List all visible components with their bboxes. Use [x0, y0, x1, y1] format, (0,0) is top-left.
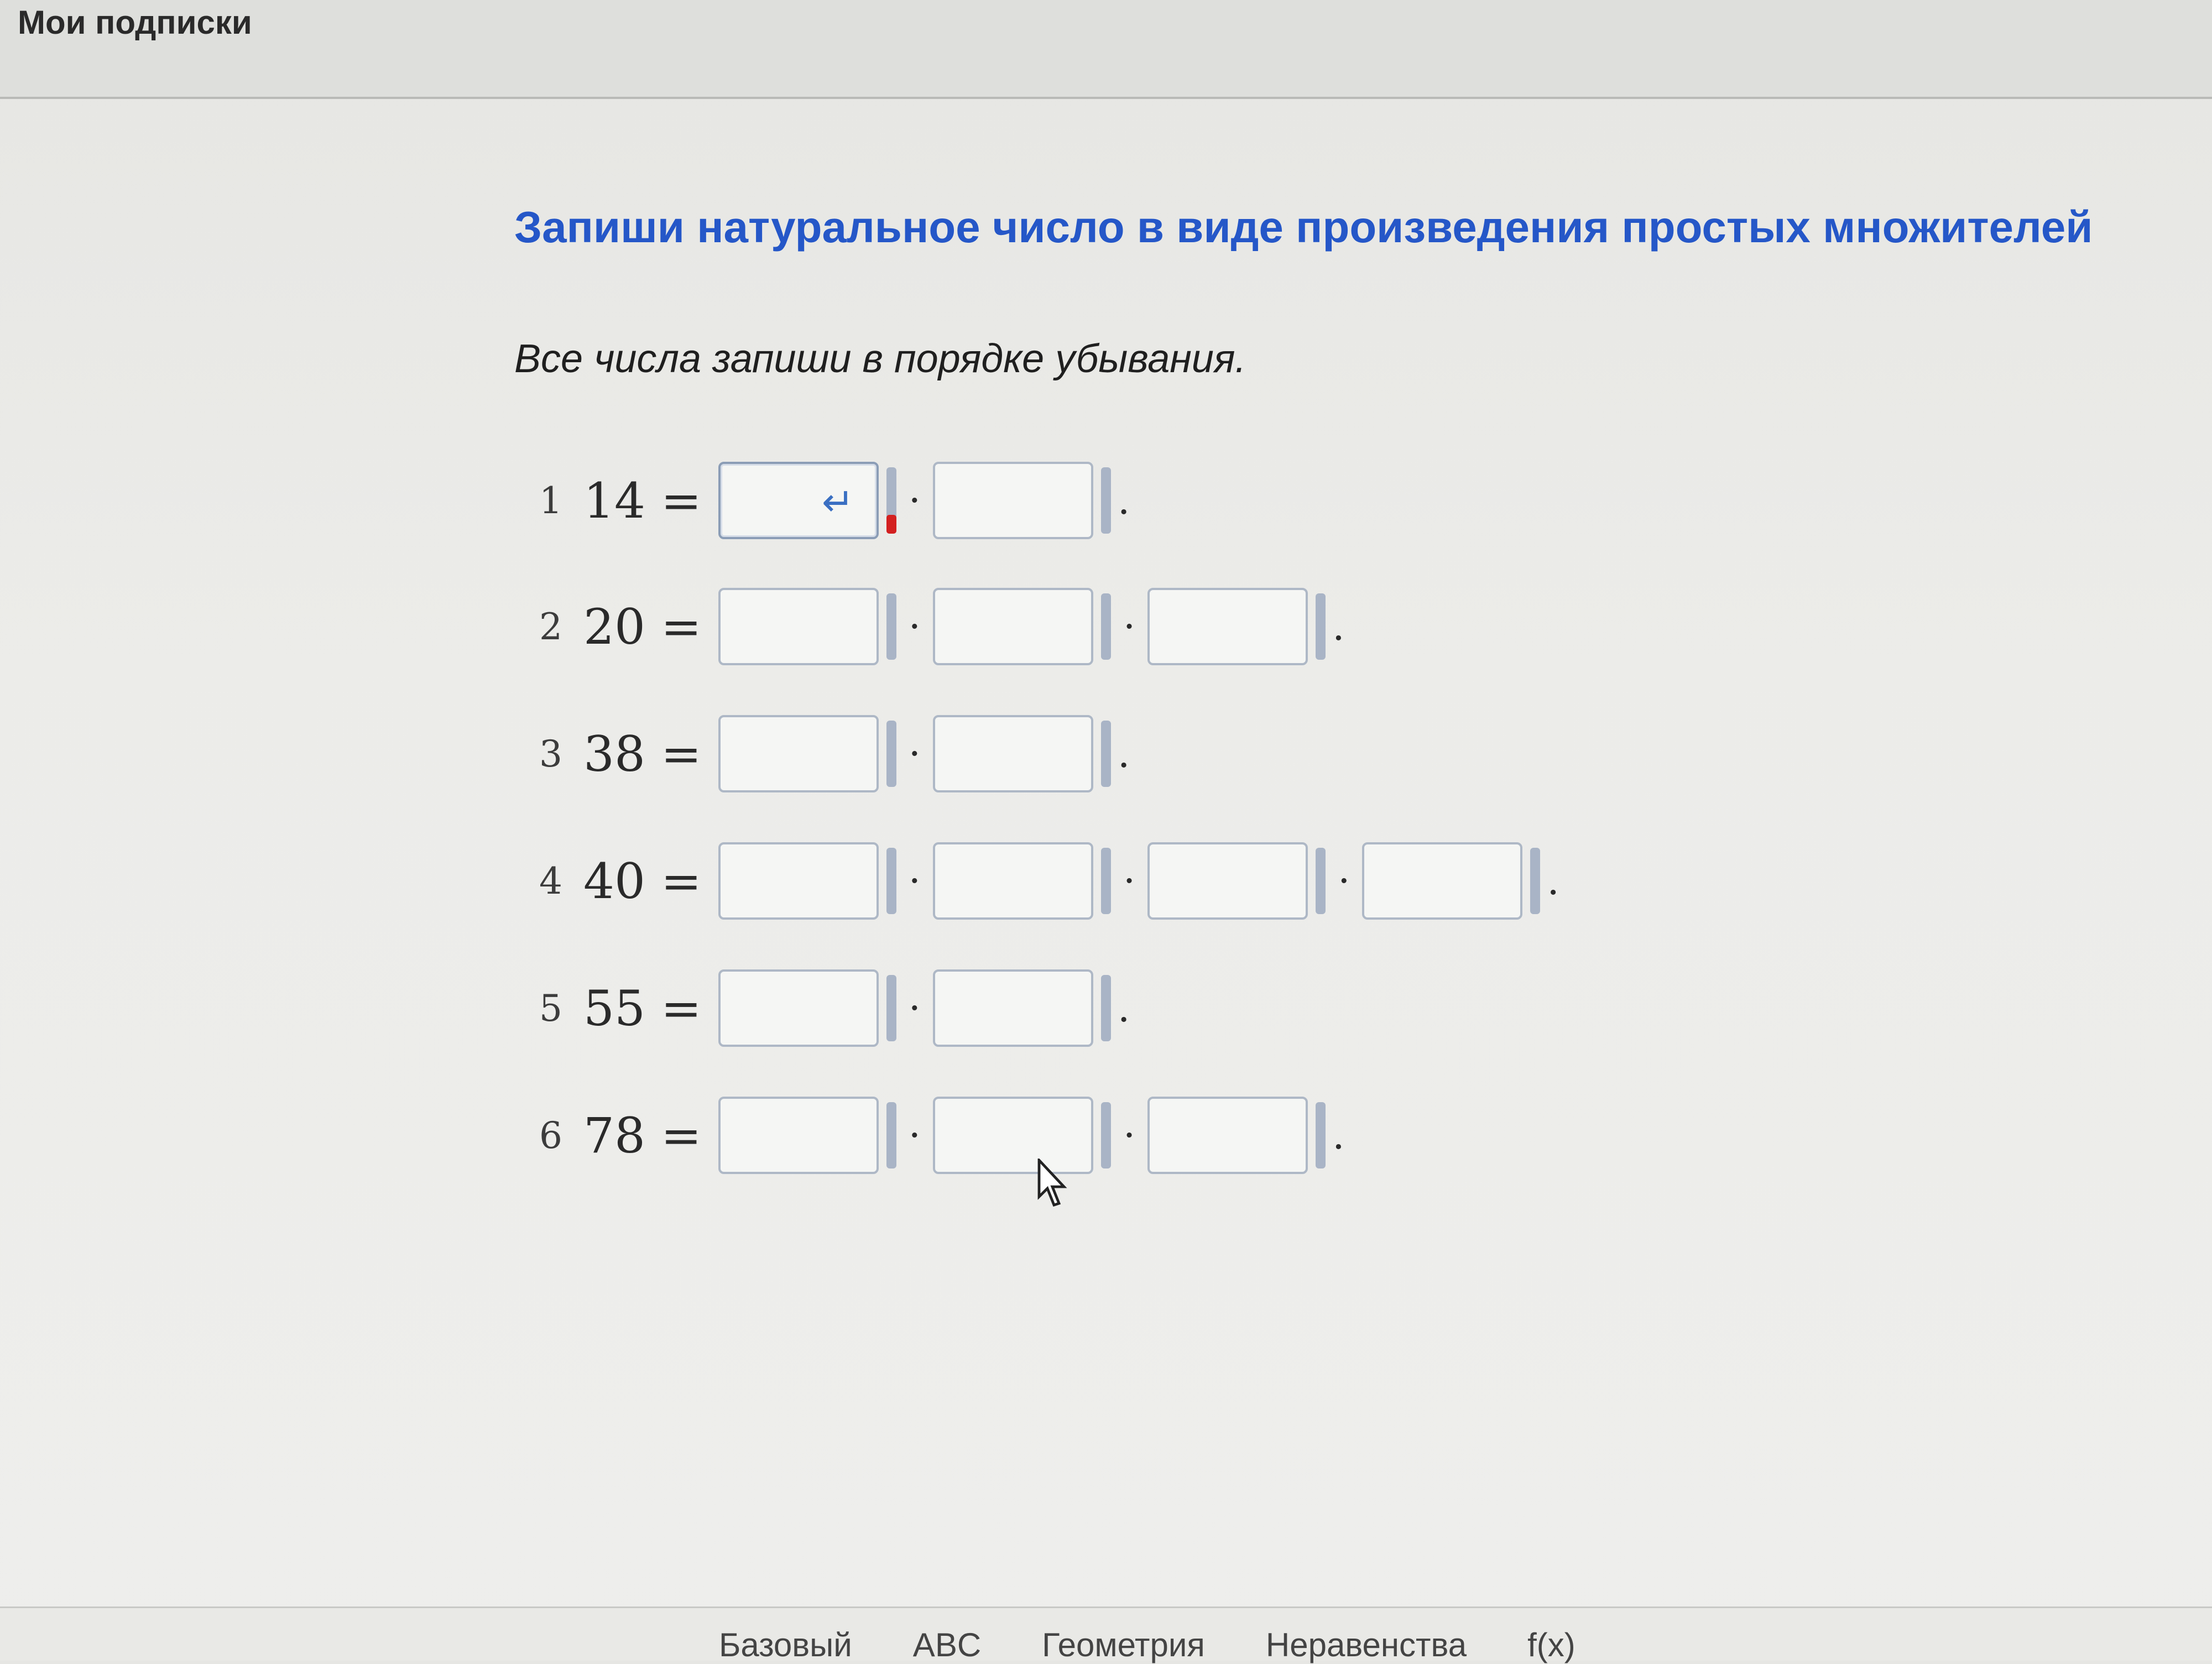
answer-status-marker: [1101, 1102, 1111, 1169]
problem-row: [539, 585, 1344, 668]
factor-input[interactable]: [1147, 588, 1308, 665]
problem-number: 1: [539, 479, 562, 522]
problem-expression: 14 =: [583, 472, 702, 529]
end-period: .: [1332, 1113, 1345, 1158]
problem-expression: 55 =: [583, 979, 702, 1037]
end-period: .: [1117, 478, 1130, 523]
multiply-sign: ·: [908, 1113, 921, 1158]
answer-status-marker: [1316, 593, 1326, 660]
factor-input[interactable]: [718, 588, 879, 665]
problem-row: [539, 1094, 1344, 1177]
keyboard-tab[interactable]: Геометрия: [1042, 1626, 1205, 1663]
answer-status-marker: [1101, 975, 1111, 1041]
mouse-pointer-icon: [1037, 1159, 1071, 1208]
end-period: .: [1117, 731, 1130, 776]
keyboard-tab[interactable]: ABC: [912, 1626, 982, 1663]
problem-number: 3: [539, 732, 562, 775]
end-period: .: [1332, 604, 1345, 649]
multiply-sign: ·: [908, 478, 921, 523]
problem-number: 6: [539, 1114, 562, 1157]
task-title: Запиши натуральное число в виде произведения простых множителей: [514, 202, 2093, 252]
multiply-sign: ·: [908, 604, 921, 649]
multiply-sign: ·: [1338, 858, 1350, 904]
keyboard-tab[interactable]: f(x): [1527, 1626, 1575, 1663]
problem-number: 5: [539, 987, 562, 1030]
factor-input[interactable]: [933, 588, 1093, 665]
factor-input[interactable]: [1362, 842, 1522, 920]
problem-number: 4: [539, 859, 562, 903]
problem-row: [539, 712, 1130, 795]
answer-status-marker: [1101, 721, 1111, 787]
keyboard-tab[interactable]: Базовый: [719, 1626, 852, 1663]
answer-status-marker: [886, 467, 896, 534]
top-bar: [0, 0, 2212, 99]
keyboard-tab-bar: [0, 1606, 2212, 1661]
answer-status-marker: [1101, 848, 1111, 914]
problem-expression: 78 =: [583, 1107, 702, 1164]
keyboard-tab[interactable]: Неравенства: [1265, 1626, 1467, 1663]
problem-expression: 20 =: [583, 598, 702, 655]
problem-row: [539, 839, 1559, 922]
answer-status-marker: [1316, 848, 1326, 914]
answer-status-marker: [1101, 593, 1111, 660]
multiply-sign: ·: [1123, 604, 1136, 649]
problem-expression: 40 =: [583, 852, 702, 910]
multiply-sign: ·: [908, 858, 921, 904]
factor-input[interactable]: [718, 715, 879, 792]
end-period: .: [1547, 858, 1559, 904]
enter-arrow-icon: ↵: [822, 481, 854, 524]
answer-status-marker: [1316, 1102, 1326, 1169]
factor-input[interactable]: [933, 462, 1093, 539]
multiply-sign: ·: [1123, 858, 1136, 904]
answer-status-marker: [886, 1102, 896, 1169]
problem-expression: 38 =: [583, 725, 702, 783]
factor-input[interactable]: [718, 1097, 879, 1174]
answer-status-marker: [1530, 848, 1540, 914]
problem-number: 2: [539, 605, 562, 648]
answer-status-marker: [886, 975, 896, 1041]
factor-input[interactable]: [933, 969, 1093, 1047]
end-period: .: [1117, 985, 1130, 1031]
factor-input[interactable]: [933, 842, 1093, 920]
answer-status-marker: [886, 848, 896, 914]
problem-row: [539, 967, 1130, 1050]
answer-status-marker: [1101, 467, 1111, 534]
factor-input[interactable]: [718, 842, 879, 920]
task-instruction: Все числа запиши в порядке убывания.: [514, 337, 1246, 381]
factor-input[interactable]: [718, 969, 879, 1047]
factor-input[interactable]: [1147, 1097, 1308, 1174]
answer-status-marker: [886, 721, 896, 787]
factor-input[interactable]: [718, 462, 879, 539]
multiply-sign: ·: [908, 985, 921, 1031]
multiply-sign: ·: [908, 731, 921, 776]
my-subscriptions-link[interactable]: Мои подписки: [18, 4, 252, 41]
keyboard-tabs: [719, 1626, 1575, 1664]
factor-input[interactable]: [933, 715, 1093, 792]
answer-status-marker: [886, 593, 896, 660]
factor-input[interactable]: [1147, 842, 1308, 920]
problem-row: [539, 459, 1130, 542]
multiply-sign: ·: [1123, 1113, 1136, 1158]
